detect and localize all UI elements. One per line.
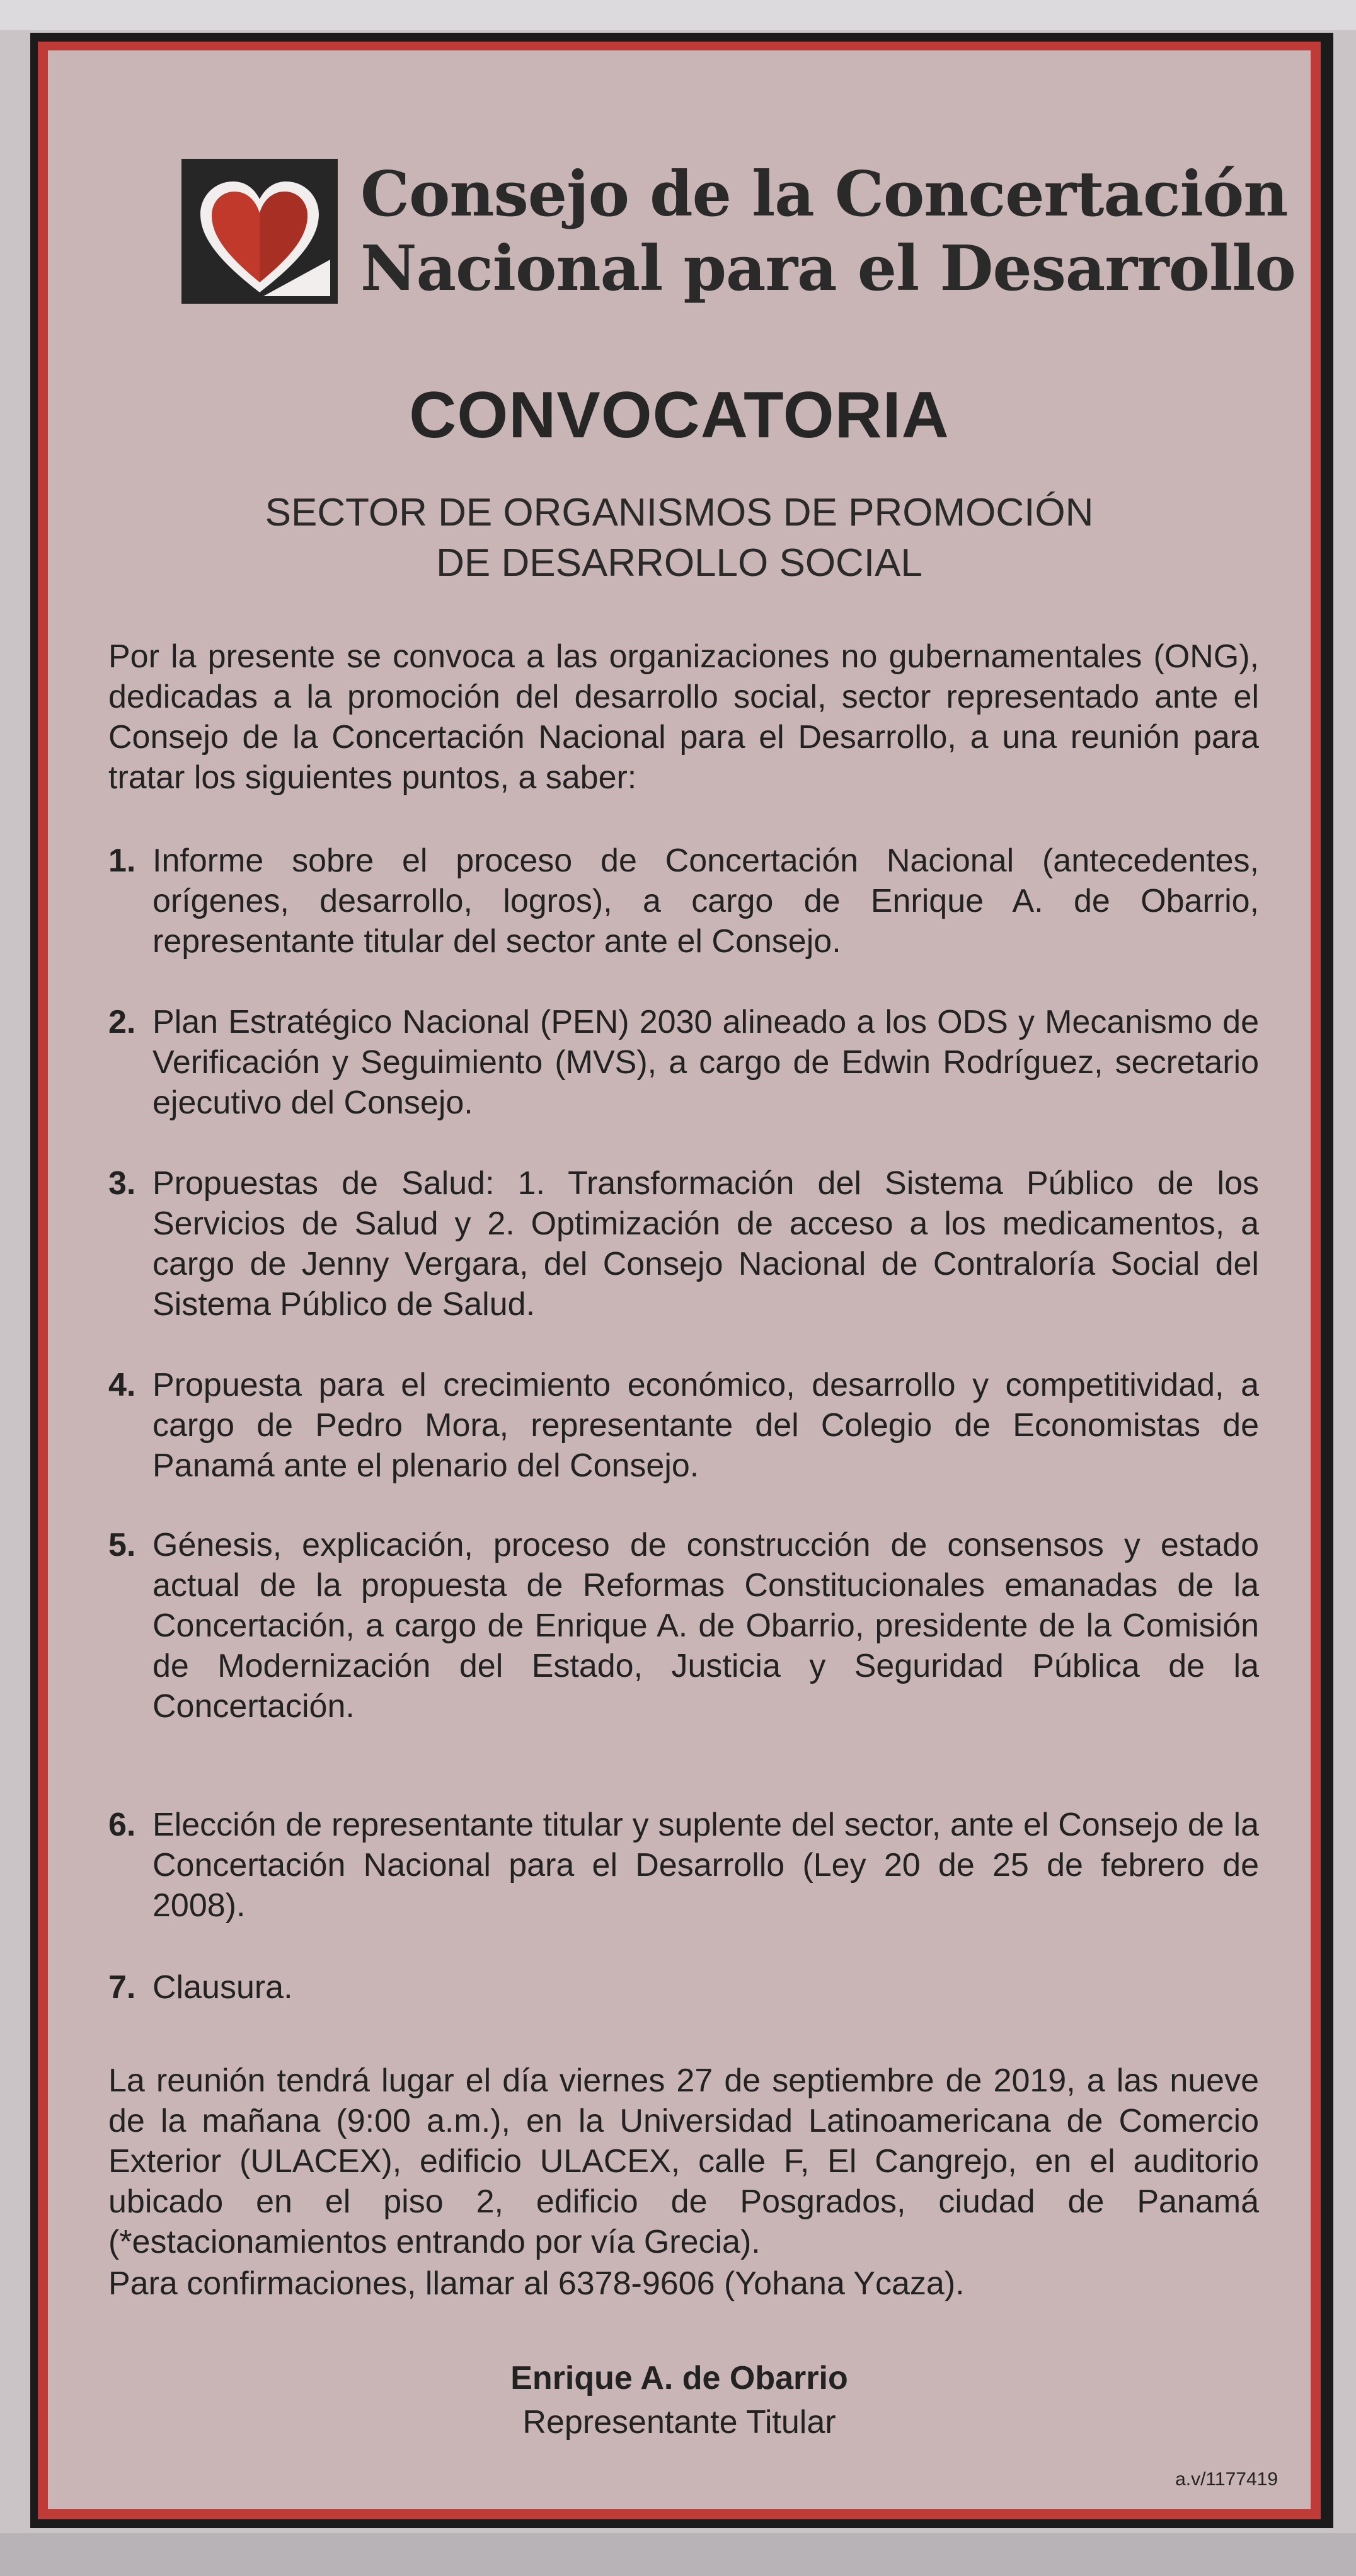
agenda-item-text: Propuesta para el crecimiento económico, desarrollo y competitividad, a cargo de Pedro Mora, representante del Colegio de Economistas de Panamá ante el plenario del Consejo. bbox=[152, 1367, 1259, 1484]
agenda-item-number: 7. bbox=[108, 1969, 136, 2006]
agenda-item bbox=[108, 1805, 1259, 1926]
agenda-item-number: 5. bbox=[108, 1527, 136, 1563]
agenda-item-text: Elección de representante titular y suplente del sector, ante el Consejo de la Concertación Nacional para el Desarrollo (Ley 20 de 25 de febrero de 2008). bbox=[152, 1807, 1259, 1924]
agenda-item bbox=[108, 1365, 1259, 1486]
agenda-item bbox=[108, 1525, 1259, 1727]
page-top-strip bbox=[0, 0, 1356, 30]
confirmation-paragraph: Para confirmaciones, llamar al 6378-9606 (Yohana Ycaza). bbox=[108, 2265, 965, 2302]
organization-name-line2: Nacional para el Desarrollo bbox=[360, 233, 1296, 305]
intro-paragraph: Por la presente se convoca a las organizaciones no gubernamentales (ONG), dedicadas a la promoción del desarrollo social, sector representado ante el Consejo de la Concertación Nacional para el Desarrollo, a una reunión para tratar los siguientes puntos, a saber: bbox=[108, 638, 1259, 796]
organization-name-line1: Consejo de la Concertación bbox=[360, 158, 1288, 231]
agenda-item bbox=[108, 1002, 1259, 1123]
agenda-item bbox=[108, 841, 1259, 962]
heart-logo-icon bbox=[181, 159, 338, 304]
ad-reference-code: a.v/1177419 bbox=[1175, 2469, 1278, 2490]
agenda-item-number: 1. bbox=[108, 842, 136, 879]
agenda-item-number: 2. bbox=[108, 1004, 136, 1040]
subtitle-line2: DE DESARROLLO SOCIAL bbox=[436, 541, 922, 585]
page-bottom-strip bbox=[0, 2533, 1356, 2576]
agenda-item-number: 3. bbox=[108, 1165, 136, 1202]
agenda-item bbox=[108, 1967, 1259, 2008]
agenda-item bbox=[108, 1163, 1259, 1325]
agenda-item-number: 4. bbox=[108, 1367, 136, 1403]
signature-name: Enrique A. de Obarrio bbox=[510, 2360, 848, 2396]
agenda-item-text: Informe sobre el proceso de Concertación Nacional (antecedentes, orígenes, desarrollo, logros), a cargo de Enrique A. de Obarrio, representante titular del sector ante el Consejo. bbox=[152, 842, 1259, 960]
meeting-details-paragraph: La reunión tendrá lugar el día viernes 27 de septiembre de 2019, a las nueve de la mañana (9:00 a.m.), en la Universidad Latinoamericana de Comercio Exterior (ULACEX), edificio ULACEX, calle F, El Cangrejo, en el auditorio ubicado en el piso 2, edificio de Posgrados, ciudad de Panamá (*estacionamientos entrando por vía Grecia). bbox=[108, 2062, 1259, 2260]
document-title: CONVOCATORIA bbox=[409, 379, 950, 452]
subtitle-line1: SECTOR DE ORGANISMOS DE PROMOCIÓN bbox=[265, 491, 1094, 534]
signature-role: Representante Titular bbox=[522, 2404, 836, 2441]
document-subtitle bbox=[48, 488, 1311, 589]
agenda-item-text: Plan Estratégico Nacional (PEN) 2030 alineado a los ODS y Mecanismo de Verificación y Seguimiento (MVS), a cargo de Edwin Rodríguez, secretario ejecutivo del Consejo. bbox=[152, 1004, 1259, 1121]
agenda-item-number: 6. bbox=[108, 1807, 136, 1843]
agenda-item-text: Clausura. bbox=[152, 1969, 293, 2006]
agenda-item-text: Propuestas de Salud: 1. Transformación del Sistema Público de los Servicios de Salud y 2. Optimización de acceso a los medicamentos, a cargo de Jenny Vergara, del Consejo Nacional de Contraloría Social del Sistema Público de Salud. bbox=[152, 1165, 1259, 1323]
announcement-panel bbox=[48, 50, 1311, 2509]
organization-name bbox=[360, 158, 1296, 306]
agenda-item-text: Génesis, explicación, proceso de construcción de consensos y estado actual de la propuesta de Reformas Constitucionales emanadas de la Concertación, a cargo de Enrique A. de Obarrio, presidente de la Comisión de Modernización del Estado, Justicia y Seguridad Pública de la Concertación. bbox=[152, 1527, 1259, 1725]
